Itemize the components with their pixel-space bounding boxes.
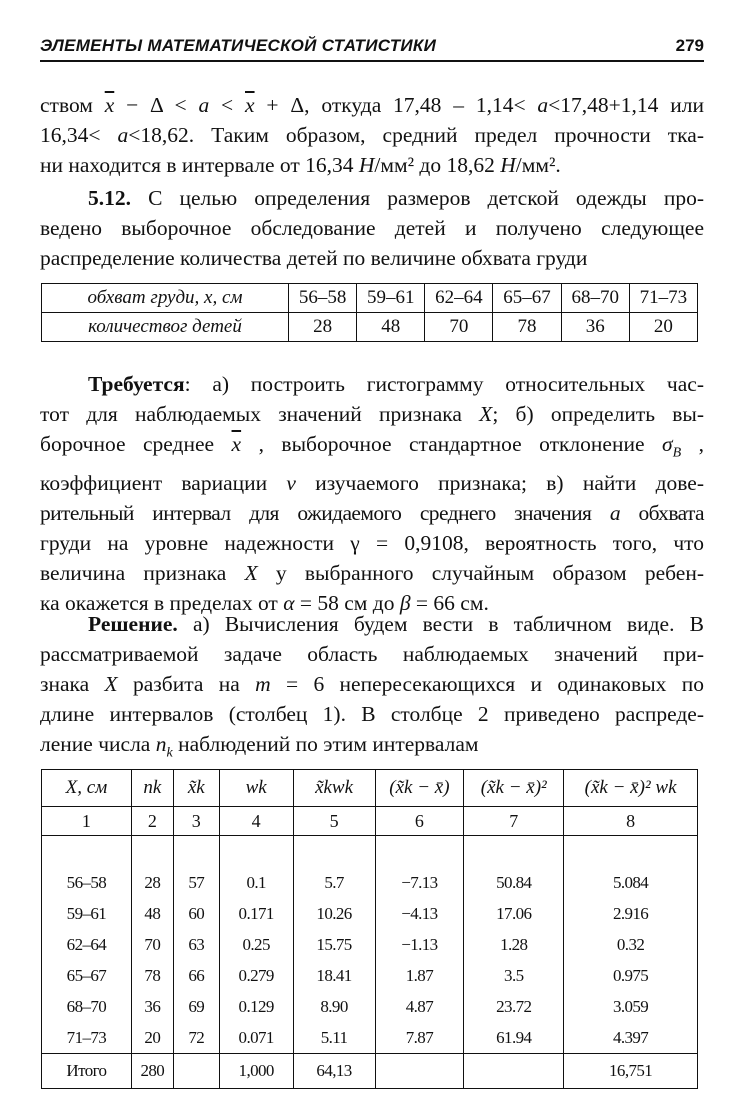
table-cell: 0.975 [612,966,649,985]
table-cell: 0.1 [246,873,266,892]
column-number: 2 [131,807,173,836]
table-cell: −1.13 [401,935,438,954]
table-cell: 2.916 [612,904,649,923]
intro-paragraph: ством $\overline{x} - \Delta < a < \overline{x} + \Delta$, откуда 17,48 – 1,14< a<17,48+1,14 или 16,34< a<18,62. Таким образом, средний предел прочности тка- ни находится в интервале от 16,34 Н/мм² до 18,62 Н/мм². [40,93,704,177]
table-cell: 1.28 [500,935,528,954]
table-cell: 0.32 [616,935,645,954]
table-cell: 0.129 [238,997,274,1016]
table-cell: 60 [188,904,205,923]
table-cell: Итого [42,1054,132,1089]
column-number: 3 [173,807,219,836]
table-cell: 5.084 [612,873,649,892]
running-header [40,36,704,62]
table-cell: 18.41 [316,966,352,985]
table-cell: 62–64 [425,284,493,313]
distribution-table [41,283,698,342]
column-header: x̃kwk [293,770,375,807]
table-cell: 28 [144,873,161,892]
table-cell: 0.279 [238,966,274,985]
totals-row [42,1054,698,1089]
table-cell [464,1054,564,1089]
table-cell: 3.059 [612,997,649,1016]
solution-paragraph: Решение. а) Вычисления будем вести в табличном виде. В рассматриваемой задаче область наблюдаемых значений при- знака X разбита на m = 6 непересекающихся и одинаковых по длине интервалов (столбец 1). В столбце 2 приведено распреде- ление числа $n_k$ наблюдений по этим интервалам [40,612,704,761]
column-header: X, см [42,770,132,807]
table-cell: 280 [131,1054,173,1089]
column-header: wk [219,770,293,807]
table-cell: 68–70 [66,997,107,1016]
column-cell [219,836,293,1054]
header-rule [40,60,704,62]
table-cell: 16,751 [564,1054,698,1089]
table-cell: 68–70 [561,284,629,313]
table-cell: 70 [425,313,493,342]
table-cell: 3.5 [504,966,524,985]
table-header-row [42,770,698,807]
table-cell: −7.13 [401,873,438,892]
table-cell [375,1054,464,1089]
column-header: nk [131,770,173,807]
table-cell: 64,13 [293,1054,375,1089]
task-paragraph: Требуется: а) построить гистограмму относительных час- тот для наблюдаемых значений признака X; б) определить вы- борочное среднее $\overline{x}$ , выборочное стандартное отклонение $\sigma_В$ , коэффициент вариации v изучаемого признака; в) найти дове- рительный интервал для ожидаемого среднего значения a обхвата груди на уровне надежности γ = 0,9108, вероятность того, что величина признака X у выбранного случайным образом ребен- ка окажется в пределах от α = 58 см до β = 66 см. [40,372,705,616]
column-cell [464,836,564,1054]
column-cell [173,836,219,1054]
table-cell: 15.75 [316,935,352,954]
table-cell: 0.071 [238,1028,274,1047]
table-cell: 65–67 [493,284,561,313]
table-cell: 57 [188,873,205,892]
table-cell: 56–58 [289,284,357,313]
row-label: обхват груди, х, см [42,284,289,313]
table-cell: 78 [144,966,161,985]
table-cell: 23.72 [496,997,532,1016]
table-cell: 7.87 [405,1028,434,1047]
table-cell: 72 [188,1028,205,1047]
table-cell: 0.25 [242,935,270,954]
column-number: 4 [219,807,293,836]
table-cell: 0.171 [238,904,274,923]
calculation-table [41,769,698,1089]
column-number: 5 [293,807,375,836]
table-cell: 17.06 [496,904,532,923]
column-cell [375,836,464,1054]
column-cell [131,836,173,1054]
table-cell: 62–64 [66,935,107,954]
table-cell: 8.90 [320,997,348,1016]
table-cell: 70 [144,935,161,954]
table-row [42,284,698,313]
table-cell: 63 [188,935,205,954]
table-cell: 36 [144,997,161,1016]
table-cell [173,1054,219,1089]
table-cell: 28 [289,313,357,342]
column-header: (x̃k − x̄)² wk [564,770,698,807]
table-cell: 56–58 [66,873,107,892]
table-cell: 4.87 [405,997,434,1016]
table-cell: 1.87 [405,966,434,985]
column-header: (x̃k − x̄) [375,770,464,807]
table-cell: 65–67 [66,966,107,985]
problem-statement: 5.12. С целью определения размеров детской одежды про- ведено выборочное обследование детей и получено следующее распределение количества детей по величине обхвата груди [40,186,704,270]
table-cell: 20 [629,313,697,342]
table-cell: 59–61 [357,284,425,313]
column-cell [42,836,132,1054]
column-number: 1 [42,807,132,836]
table-cell: 71–73 [66,1028,107,1047]
column-header: (x̃k − x̄)² [464,770,564,807]
table-cell: 66 [188,966,205,985]
column-number-row [42,807,698,836]
problem-number: 5.12. [88,186,131,210]
table-cell: 59–61 [66,904,107,923]
table-cell: 5.11 [320,1028,348,1047]
table-row [42,313,698,342]
column-number: 6 [375,807,464,836]
table-cell: 48 [144,904,161,923]
column-number: 7 [464,807,564,836]
table-cell: −4.13 [401,904,438,923]
page-number: 279 [675,36,704,55]
row-label: количествог детей [42,313,289,342]
table-cell: 61.94 [496,1028,532,1047]
chapter-title: ЭЛЕМЕНТЫ МАТЕМАТИЧЕСКОЙ СТАТИСТИКИ [40,36,437,55]
column-number: 8 [564,807,698,836]
solution-label: Решение. [88,612,178,636]
data-rows [42,836,698,1054]
table-cell: 48 [357,313,425,342]
table-cell: 78 [493,313,561,342]
table-cell: 36 [561,313,629,342]
table-cell: 10.26 [316,904,352,923]
task-label: Требуется [88,372,185,396]
column-cell [564,836,698,1054]
table-cell: 1,000 [219,1054,293,1089]
column-header: x̃k [173,770,219,807]
table-cell: 69 [188,997,205,1016]
table-cell: 20 [144,1028,161,1047]
table-cell: 4.397 [612,1028,649,1047]
table-cell: 71–73 [629,284,697,313]
table-cell: 5.7 [324,873,344,892]
table-cell: 50.84 [496,873,532,892]
column-cell [293,836,375,1054]
